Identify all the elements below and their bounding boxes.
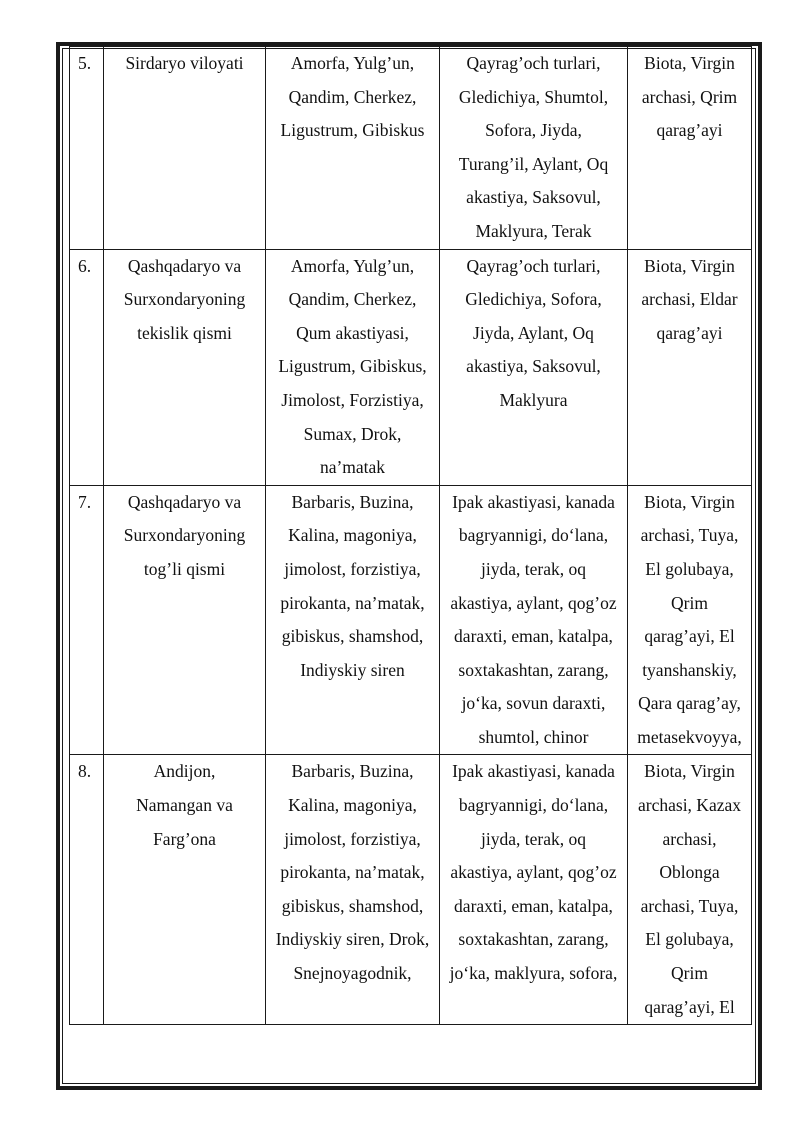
cell-line: tog’li qismi xyxy=(143,558,226,579)
cell-line: Biota, Virgin xyxy=(644,53,735,73)
table-row xyxy=(70,485,752,755)
cell-line: daraxti, eman, katalpa, xyxy=(454,626,613,647)
cell-line: Surxondaryoning xyxy=(123,525,246,546)
cell-line: El golubaya, xyxy=(645,558,734,579)
cell-line: Qashqadaryo va xyxy=(127,491,242,512)
cell-line: jimolost, forzistiya, xyxy=(284,828,421,849)
cell-line: Kalina, magoniya, xyxy=(288,795,417,816)
cell-line: pirokanta, na’matak, xyxy=(280,592,425,613)
table-row xyxy=(70,249,752,485)
cell-line: Qrim xyxy=(671,963,708,984)
cell-line: jo‘ka, maklyura, sofora, xyxy=(449,963,618,984)
conifers-cell xyxy=(628,249,752,485)
cell-line: Kalina, magoniya, xyxy=(288,525,417,546)
cell-line: daraxti, eman, katalpa, xyxy=(454,895,613,916)
cell-line: Indiyskiy siren, Drok, xyxy=(275,929,430,950)
cell-line: El golubaya, xyxy=(645,929,734,950)
cell-line: jiyda, terak, oq xyxy=(481,828,586,849)
cell-line: Ipak akastiyasi, kanada xyxy=(452,761,615,782)
cell-line: Snejnoyagodnik, xyxy=(293,963,412,984)
shrubs-cell xyxy=(266,249,440,485)
cell-line: Farg’ona xyxy=(153,828,216,849)
cell-line: Qrim xyxy=(671,592,708,613)
cell-line: Qandim, Cherkez, xyxy=(288,86,417,107)
cell-line: Qum akastiyasi, xyxy=(296,322,409,343)
trees-cell xyxy=(440,755,628,1025)
cell-line: qarag’ayi, El xyxy=(644,626,735,647)
cell-line: Amorfa, Yulg’un, xyxy=(290,255,415,276)
cell-line: Qayrag’och turlari, xyxy=(466,53,601,73)
cell-line: Surxondaryoning xyxy=(123,289,246,310)
cell-line: Gledichiya, Shumtol, xyxy=(458,86,609,107)
trees-cell xyxy=(440,47,628,250)
cell-line: akastiya, Saksovul, xyxy=(466,356,601,377)
cell-line: Oblonga xyxy=(659,862,720,883)
conifers-cell xyxy=(628,755,752,1025)
cell-line: Ipak akastiyasi, kanada xyxy=(452,491,615,512)
cell-line: Jimolost, Forzistiya, xyxy=(281,389,424,410)
cell-line: soxtakashtan, zarang, xyxy=(458,659,609,680)
row-number: 7. xyxy=(70,485,104,755)
cell-line: pirokanta, na’matak, xyxy=(280,862,425,883)
cell-line: Qashqadaryo va xyxy=(127,255,242,276)
cell-line: akastiya, aylant, qog’oz xyxy=(450,862,617,883)
plant-species-table xyxy=(69,46,752,1025)
cell-line: Biota, Virgin xyxy=(644,255,735,276)
cell-line: gibiskus, shamshod, xyxy=(281,626,424,647)
cell-line: Biota, Virgin xyxy=(644,491,735,512)
cell-line: na’matak xyxy=(319,457,386,478)
cell-line: Gledichiya, Sofora, xyxy=(465,289,602,310)
cell-line: Qara qarag’ay, xyxy=(638,693,741,714)
cell-line: akastiya, Saksovul, xyxy=(466,187,601,208)
cell-line: qarag’ayi xyxy=(656,322,723,343)
cell-line: jiyda, terak, oq xyxy=(481,558,586,579)
cell-line: tekislik qismi xyxy=(137,322,232,343)
trees-cell xyxy=(440,249,628,485)
conifers-cell xyxy=(628,47,752,250)
region-cell xyxy=(104,485,266,755)
cell-line: jo‘ka, sovun daraxti, xyxy=(461,693,606,714)
shrubs-cell xyxy=(266,755,440,1025)
cell-line: Sumax, Drok, xyxy=(303,423,402,444)
region-cell xyxy=(104,249,266,485)
cell-line: Andijon, xyxy=(153,761,216,782)
cell-line: bagryannigi, do‘lana, xyxy=(458,795,609,816)
cell-line: tyanshanskiy, xyxy=(642,659,737,680)
conifers-cell xyxy=(628,485,752,755)
table-row xyxy=(70,755,752,1025)
cell-line: Amorfa, Yulg’un, xyxy=(290,53,415,73)
table-row xyxy=(70,47,752,250)
cell-line: Barbaris, Buzina, xyxy=(291,761,414,782)
cell-line: Turang’il, Aylant, Oq xyxy=(458,153,609,174)
cell-line: archasi, Eldar xyxy=(641,289,738,310)
cell-line: Qayrag’och turlari, xyxy=(466,255,601,276)
shrubs-cell xyxy=(266,47,440,250)
cell-line: Namangan va xyxy=(136,795,233,816)
region-cell xyxy=(104,47,266,250)
cell-line: archasi, Tuya, xyxy=(640,895,739,916)
cell-line: gibiskus, shamshod, xyxy=(281,895,424,916)
cell-line: archasi, xyxy=(662,828,717,849)
table-body xyxy=(70,47,752,1025)
cell-line: soxtakashtan, zarang, xyxy=(458,929,609,950)
cell-line: Ligustrum, Gibiskus, xyxy=(278,356,427,377)
cell-line: qarag’ayi, El xyxy=(644,996,735,1017)
shrubs-cell xyxy=(266,485,440,755)
row-number: 6. xyxy=(70,249,104,485)
cell-line: archasi, Tuya, xyxy=(640,525,739,546)
cell-line: Maklyura, Terak xyxy=(475,220,592,241)
cell-line: Jiyda, Aylant, Oq xyxy=(473,322,594,343)
cell-line: shumtol, chinor xyxy=(478,726,589,747)
cell-line: Ligustrum, Gibiskus xyxy=(280,120,425,141)
row-number: 8. xyxy=(70,755,104,1025)
trees-cell xyxy=(440,485,628,755)
cell-line: Barbaris, Buzina, xyxy=(291,491,414,512)
cell-line: Indiyskiy siren xyxy=(300,659,405,680)
cell-line: Qandim, Cherkez, xyxy=(288,289,417,310)
cell-line: archasi, Kazax xyxy=(638,795,741,816)
cell-line: Sirdaryo viloyati xyxy=(125,53,244,73)
cell-line: qarag’ayi xyxy=(656,120,723,141)
row-number: 5. xyxy=(70,47,104,250)
cell-line: bagryannigi, do‘lana, xyxy=(458,525,609,546)
cell-line: Maklyura xyxy=(499,389,568,410)
cell-line: jimolost, forzistiya, xyxy=(284,558,421,579)
cell-line: archasi, Qrim xyxy=(641,86,738,107)
region-cell xyxy=(104,755,266,1025)
cell-line: Biota, Virgin xyxy=(644,761,735,782)
cell-line: metasekvoyya, xyxy=(637,726,742,747)
cell-line: Sofora, Jiyda, xyxy=(485,120,582,141)
cell-line: akastiya, aylant, qog’oz xyxy=(450,592,617,613)
